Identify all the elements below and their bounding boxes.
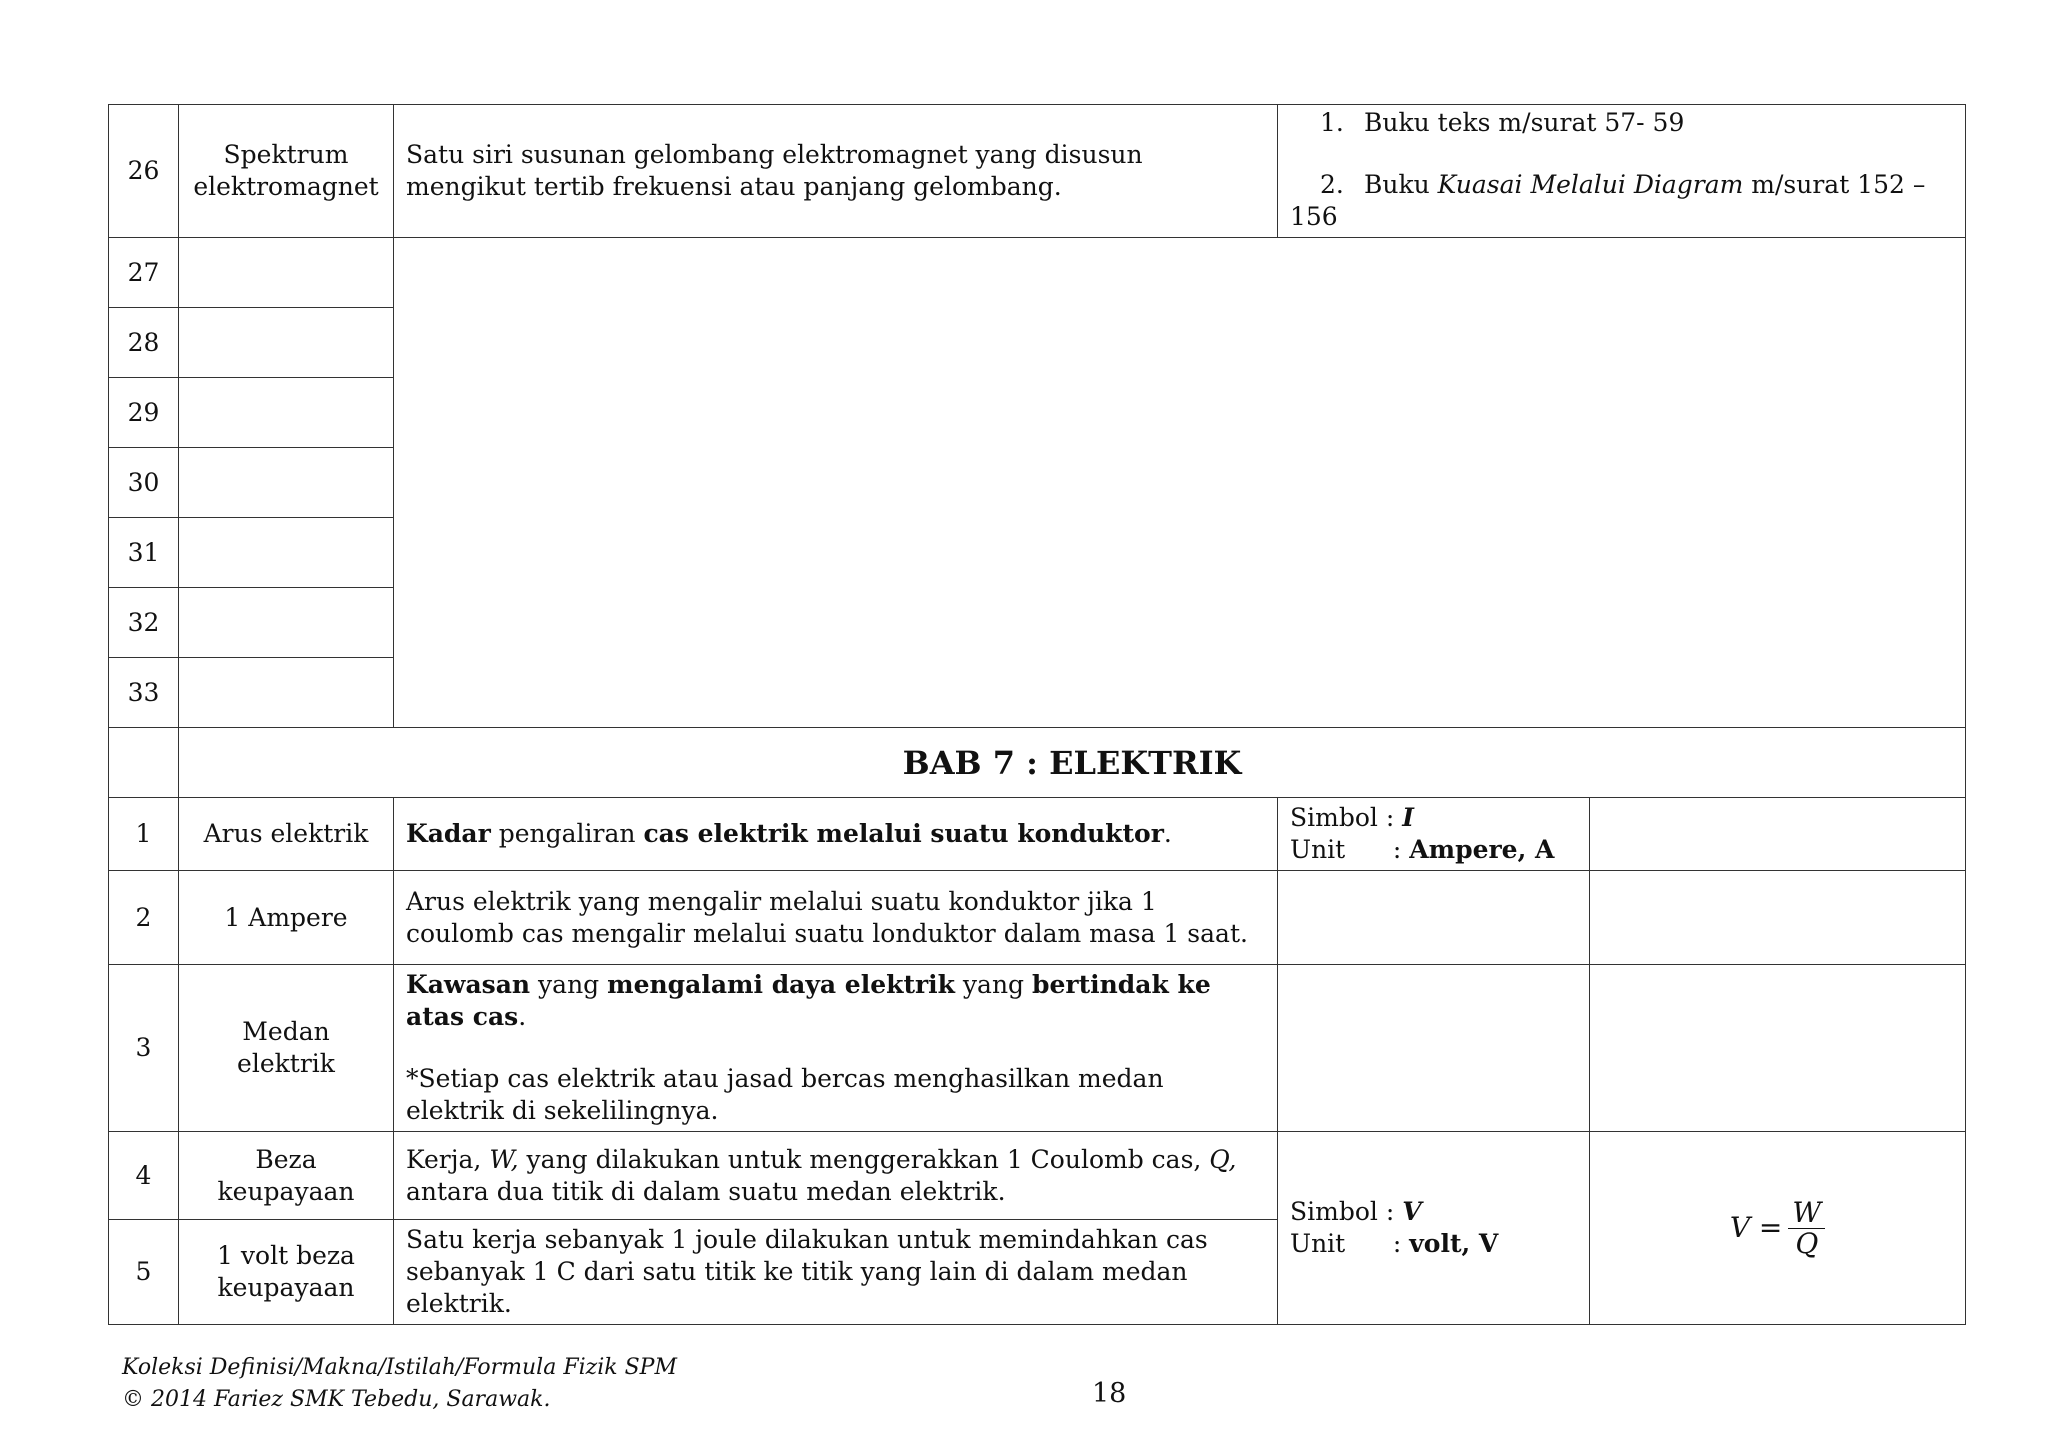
row-number: 29 bbox=[109, 378, 179, 448]
row-number: 4 bbox=[109, 1132, 179, 1220]
definition-note: *Setiap cas elektrik atau jasad bercas menghasilkan medan elektrik di sekelilingnya. bbox=[406, 1064, 1164, 1125]
row-number bbox=[109, 728, 179, 798]
symbol-unit-cell bbox=[1278, 1132, 1590, 1325]
row-number: 28 bbox=[109, 308, 179, 378]
symbol-unit-cell bbox=[1278, 965, 1590, 1132]
definition-cell: Arus elektrik yang mengalir melalui suatu konduktor jika 1 coulomb cas mengalir melalui suatu londuktor dalam masa 1 saat. bbox=[394, 871, 1278, 965]
chapter-title: BAB 7 : ELEKTRIK bbox=[179, 728, 1966, 798]
definition-cell: Satu siri susunan gelombang elektromagnet yang disusun mengikut tertib frekuensi atau panjang gelombang. bbox=[394, 105, 1278, 238]
term-cell: 1 Ampere bbox=[179, 871, 394, 965]
fraction bbox=[1788, 1195, 1825, 1260]
term-cell bbox=[179, 518, 394, 588]
table-row-26 bbox=[109, 105, 1966, 238]
unit-line: Unit : Ampere, A bbox=[1290, 835, 1555, 864]
reference-item: 1. Buku teks m/surat 57- 59 bbox=[1320, 108, 1685, 137]
term-cell bbox=[179, 238, 394, 308]
definition-cell: Kerja, W, yang dilakukan untuk menggerakkan 1 Coulomb cas, Q, antara dua titik di dalam suatu medan elektrik. bbox=[394, 1132, 1278, 1220]
symbol-unit-cell bbox=[1278, 871, 1590, 965]
row-number: 3 bbox=[109, 965, 179, 1132]
term-cell bbox=[179, 448, 394, 518]
term-cell: Beza keupayaan bbox=[179, 1132, 394, 1220]
voltage-formula: V = $\frac{W}{Q}$ bbox=[1602, 1198, 1953, 1259]
term-cell bbox=[179, 308, 394, 378]
row-number: 1 bbox=[109, 798, 179, 871]
row-number: 30 bbox=[109, 448, 179, 518]
formula-cell bbox=[1590, 871, 1966, 965]
table-row bbox=[109, 871, 1966, 965]
row-number: 32 bbox=[109, 588, 179, 658]
footer-title: Koleksi Definisi/Makna/Istilah/Formula Fizik SPM bbox=[122, 1355, 677, 1380]
formula-cell bbox=[1590, 1132, 1966, 1325]
row-number: 33 bbox=[109, 658, 179, 728]
row-number: 26 bbox=[109, 105, 179, 238]
symbol-line: Simbol : I bbox=[1290, 803, 1414, 832]
unit-line: Unit : volt, V bbox=[1290, 1229, 1499, 1258]
symbol-unit-cell bbox=[1278, 798, 1590, 871]
term-cell: 1 volt beza keupayaan bbox=[179, 1220, 394, 1325]
empty-block bbox=[394, 238, 1966, 728]
chapter-heading-row bbox=[109, 728, 1966, 798]
term-cell: Spektrum elektromagnet bbox=[179, 105, 394, 238]
table-row bbox=[109, 965, 1966, 1132]
row-number: 2 bbox=[109, 871, 179, 965]
definitions-table bbox=[108, 104, 1966, 1325]
table-row bbox=[109, 1132, 1966, 1220]
term-cell: Arus elektrik bbox=[179, 798, 394, 871]
reference-cell bbox=[1278, 105, 1966, 238]
definition-cell: Kadar pengaliran cas elektrik melalui suatu konduktor. bbox=[394, 798, 1278, 871]
denominator: Q bbox=[1795, 1226, 1819, 1260]
page-footer bbox=[122, 1352, 677, 1416]
table-row-27 bbox=[109, 238, 1966, 308]
symbol-line: Simbol : V bbox=[1290, 1197, 1422, 1226]
table-row bbox=[109, 798, 1966, 871]
term-cell: Medan elektrik bbox=[179, 965, 394, 1132]
formula-cell bbox=[1590, 965, 1966, 1132]
definition-cell: Satu kerja sebanyak 1 joule dilakukan untuk memindahkan cas sebanyak 1 C dari satu titik ke titik yang lain di dalam medan elektrik. bbox=[394, 1220, 1278, 1325]
footer-copyright: © 2014 Fariez SMK Tebedu, Sarawak. bbox=[122, 1387, 551, 1412]
term-cell bbox=[179, 658, 394, 728]
term-cell bbox=[179, 378, 394, 448]
term-cell bbox=[179, 588, 394, 658]
row-number: 5 bbox=[109, 1220, 179, 1325]
reference-item: 2. Buku Kuasai Melalui Diagram m/surat 152 – 156 bbox=[1290, 170, 1926, 231]
page-number: 18 bbox=[1092, 1378, 1127, 1409]
definition-cell: Kawasan yang mengalami daya elektrik yang bertindak ke atas cas. *Setiap cas elektrik atau jasad bercas menghasilkan medan elektrik di sekelilingnya. bbox=[394, 965, 1278, 1132]
formula-cell bbox=[1590, 798, 1966, 871]
numerator: W bbox=[1788, 1198, 1825, 1229]
row-number: 31 bbox=[109, 518, 179, 588]
row-number: 27 bbox=[109, 238, 179, 308]
